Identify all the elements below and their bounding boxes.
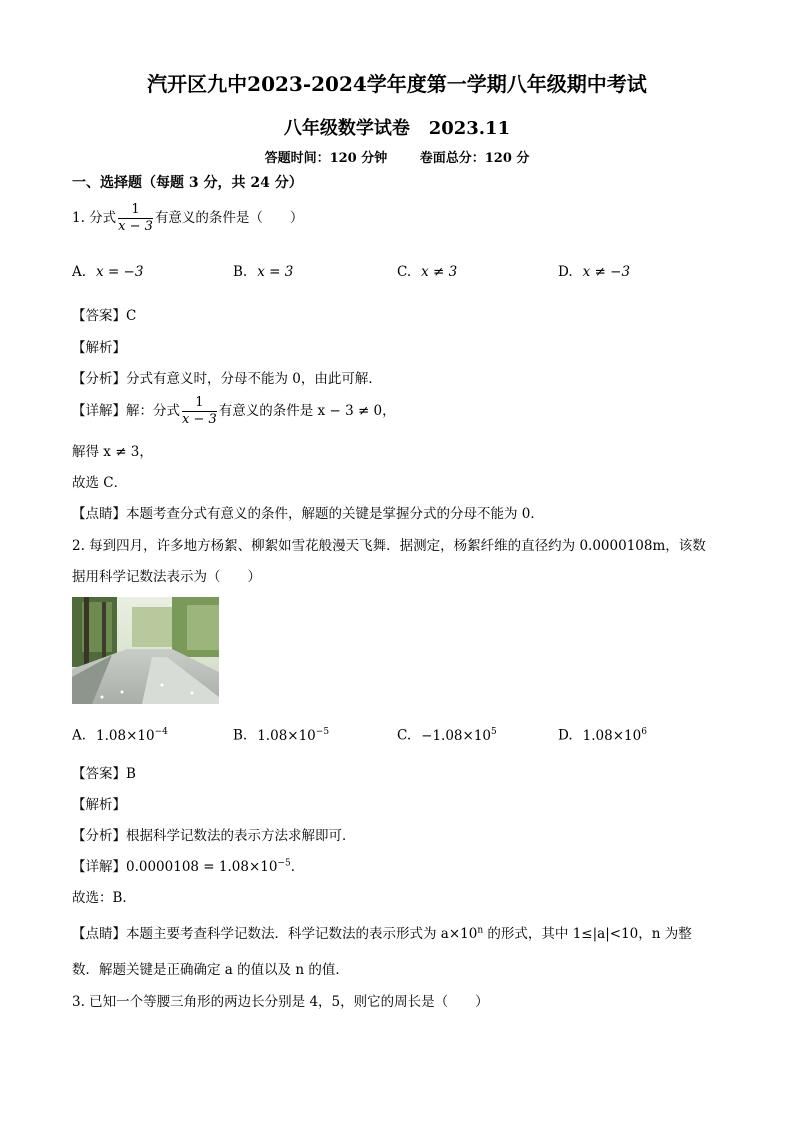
q1-answer: 【答案】C xyxy=(72,308,137,324)
question-1 xyxy=(72,202,303,235)
q1-choose: 故选 C． xyxy=(72,475,128,491)
q2-detail-suffix: ． xyxy=(290,859,305,875)
q2-comment-suffix: 的形式，其中 1≤|a|<10，n 为整 xyxy=(483,926,692,942)
q2-option-b xyxy=(233,727,329,744)
q1-detail-frac-num: 1 xyxy=(182,395,217,412)
street-scene-image xyxy=(72,597,219,704)
q1-detail-prefix: 【详解】解：分式 xyxy=(72,403,180,419)
option-exponent: −4 xyxy=(154,727,168,737)
option-exponent: 5 xyxy=(491,727,497,737)
catkins-photo xyxy=(72,597,219,704)
option-value: x ≠ −3 xyxy=(582,264,631,280)
q1-detail xyxy=(72,395,396,428)
q1-jiexi: 【解析】 xyxy=(72,340,126,356)
q1-analysis: 【分析】分式有意义时，分母不能为 0，由此可解． xyxy=(72,371,382,387)
q2-line1: 2. 每到四月，许多地方杨絮、柳絮如雪花般漫天飞舞．据测定，杨絮纤维的直径约为 0.0000108m，该数 xyxy=(72,538,706,554)
q2-choose: 故选：B． xyxy=(72,890,136,906)
q2-answer: 【答案】B xyxy=(72,766,136,782)
q1-detail-fraction xyxy=(182,395,217,428)
option-value: x = −3 xyxy=(96,264,144,280)
q2-detail-prefix: 【详解】0.0000108 = 1.08×10 xyxy=(72,859,278,875)
q2-option-d xyxy=(558,727,647,744)
option-base: 1.08×10 xyxy=(257,727,316,744)
q2-option-a xyxy=(72,727,168,744)
q1-comment: 【点睛】本题考查分式有意义的条件，解题的关键是掌握分式的分母不能为 0． xyxy=(72,506,544,522)
option-label: A. xyxy=(72,264,87,280)
q1-option-b xyxy=(233,264,293,280)
q1-fraction xyxy=(118,202,153,235)
q1-frac-den: x − 3 xyxy=(118,219,153,234)
option-label: B. xyxy=(233,264,248,280)
q2-comment-line1 xyxy=(72,922,692,942)
option-exponent: 6 xyxy=(641,727,647,737)
q1-frac-num: 1 xyxy=(118,202,153,219)
option-base: 1.08×10 xyxy=(582,727,642,744)
q2-option-c xyxy=(397,727,497,744)
option-label: C. xyxy=(397,727,412,744)
q2-line2: 据用科学记数法表示为（ ） xyxy=(72,569,261,585)
option-exponent: −5 xyxy=(315,727,330,737)
exam-meta xyxy=(0,147,794,166)
exam-score: 卷面总分：120 分 xyxy=(419,151,530,166)
exam-title: 汽开区九中2023-2024学年度第一学期八年级期中考试 xyxy=(147,72,647,96)
q2-detail xyxy=(72,855,304,875)
q1-option-a xyxy=(72,264,143,280)
exam-subtitle: 八年级数学试卷 2023.11 xyxy=(283,118,511,139)
option-label: D. xyxy=(558,727,573,744)
option-value: x ≠ 3 xyxy=(421,264,458,280)
question-3: 3. 已知一个等腰三角形的两边长分别是 4，5，则它的周长是（ ） xyxy=(72,994,489,1010)
q2-comment-line2: 数．解题关键是正确确定 a 的值以及 n 的值． xyxy=(72,962,349,978)
q1-prefix: 1. 分式 xyxy=(72,210,117,226)
option-label: C. xyxy=(397,264,412,280)
section-heading: 一、选择题（每题 3 分，共 24 分） xyxy=(72,175,303,191)
q2-jiexi: 【解析】 xyxy=(72,797,126,813)
option-value: x = 3 xyxy=(257,264,294,280)
q1-detail-frac-den: x − 3 xyxy=(182,412,217,427)
q2-comment-exponent: n xyxy=(477,925,484,936)
q1-suffix: 有意义的条件是（ ） xyxy=(154,210,304,226)
option-base: −1.08×10 xyxy=(421,727,492,744)
option-base: 1.08×10 xyxy=(96,727,155,744)
q1-solve: 解得 x ≠ 3， xyxy=(72,444,153,460)
q2-comment-prefix: 【点睛】本题主要考查科学记数法．科学记数法的表示形式为 a×10 xyxy=(72,926,478,942)
q2-detail-exponent: −5 xyxy=(277,858,291,869)
option-label: D. xyxy=(558,264,573,280)
exam-time: 答题时间：120 分钟 xyxy=(264,151,388,166)
option-label: A. xyxy=(72,727,87,744)
q1-option-c xyxy=(397,264,457,280)
q1-detail-suffix: 有意义的条件是 x − 3 ≠ 0， xyxy=(218,403,396,419)
q2-analysis: 【分析】根据科学记数法的表示方法求解即可． xyxy=(72,828,356,844)
option-label: B. xyxy=(233,727,248,744)
q1-option-d xyxy=(558,264,630,280)
